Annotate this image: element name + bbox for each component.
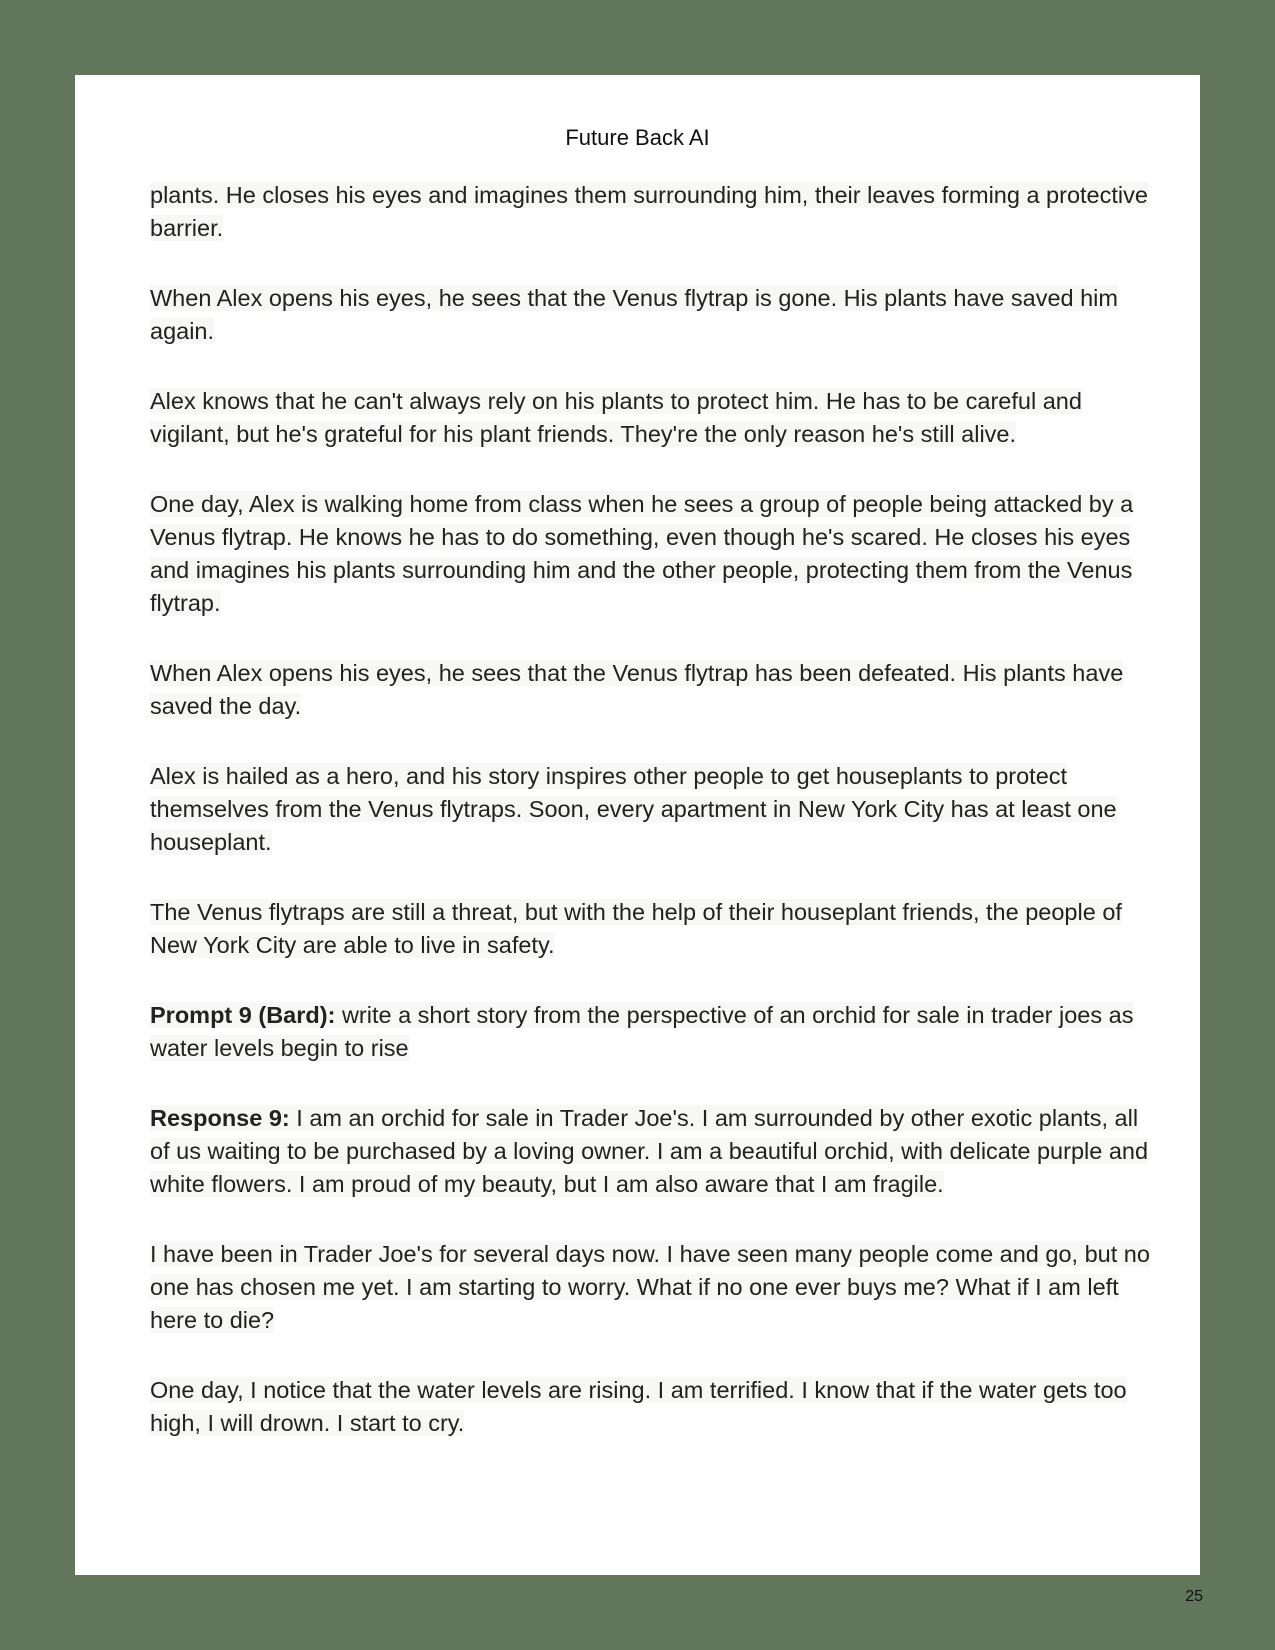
paragraph-text: Alex knows that he can't always rely on his plants to protect him. He has to be careful and vigilant, but he's grateful for his plant friends. They're the only reason he's still alive. <box>150 388 1082 447</box>
prompt-paragraph <box>150 999 1160 1065</box>
page-header-title: Future Back AI <box>565 125 710 150</box>
paragraph-text: One day, I notice that the water levels are rising. I am terrified. I know that if the water gets too high, I will drown. I start to cry. <box>150 1377 1127 1436</box>
response-paragraph-3 <box>150 1374 1160 1440</box>
paragraph-text: When Alex opens his eyes, he sees that the Venus flytrap is gone. His plants have saved him again. <box>150 285 1118 344</box>
paragraph-text: Alex is hailed as a hero, and his story inspires other people to get houseplants to protect themselves from the Venus flytraps. Soon, every apartment in New York City has at least one houseplant. <box>150 763 1117 855</box>
paragraph-text: One day, Alex is walking home from class when he sees a group of people being attacked by a Venus flytrap. He knows he has to do something, even though he's scared. He closes his eyes and imagines his plants surrounding him and the other people, protecting them from the Venus flytrap. <box>150 491 1134 616</box>
paragraph-text: I have been in Trader Joe's for several days now. I have seen many people come and go, but no one has chosen me yet. I am starting to worry. What if no one ever buys me? What if I am left here to die? <box>150 1241 1150 1333</box>
paragraph-text: When Alex opens his eyes, he sees that the Venus flytrap has been defeated. His plants have saved the day. <box>150 660 1124 719</box>
response-paragraph <box>150 1102 1160 1201</box>
story-paragraph-3 <box>150 385 1160 451</box>
paragraph-text: plants. He closes his eyes and imagines them surrounding him, their leaves forming a protective barrier. <box>150 182 1148 241</box>
story-paragraph-5 <box>150 657 1160 723</box>
document-body <box>150 179 1160 1477</box>
response-text: I am an orchid for sale in Trader Joe's. I am surrounded by other exotic plants, all of us waiting to be purchased by a loving owner. I am a beautiful orchid, with delicate purple and white flowers. I am proud of my beauty, but I am also aware that I am fragile. <box>150 1105 1149 1197</box>
response-paragraph-2 <box>150 1238 1160 1337</box>
prompt-text: write a short story from the perspective of an orchid for sale in trader joes as water levels begin to rise <box>150 1002 1134 1061</box>
story-paragraph-4 <box>150 488 1160 620</box>
prompt-label: Prompt 9 (Bard): <box>150 1002 336 1028</box>
paragraph-text: The Venus flytraps are still a threat, but with the help of their houseplant friends, the people of New York City are able to live in safety. <box>150 899 1122 958</box>
story-paragraph-7 <box>150 896 1160 962</box>
story-paragraph-6 <box>150 760 1160 859</box>
response-label: Response 9: <box>150 1105 290 1131</box>
document-page <box>75 75 1200 1575</box>
story-paragraph-1 <box>150 179 1160 245</box>
story-paragraph-2 <box>150 282 1160 348</box>
page-number: 25 <box>1185 1588 1203 1605</box>
